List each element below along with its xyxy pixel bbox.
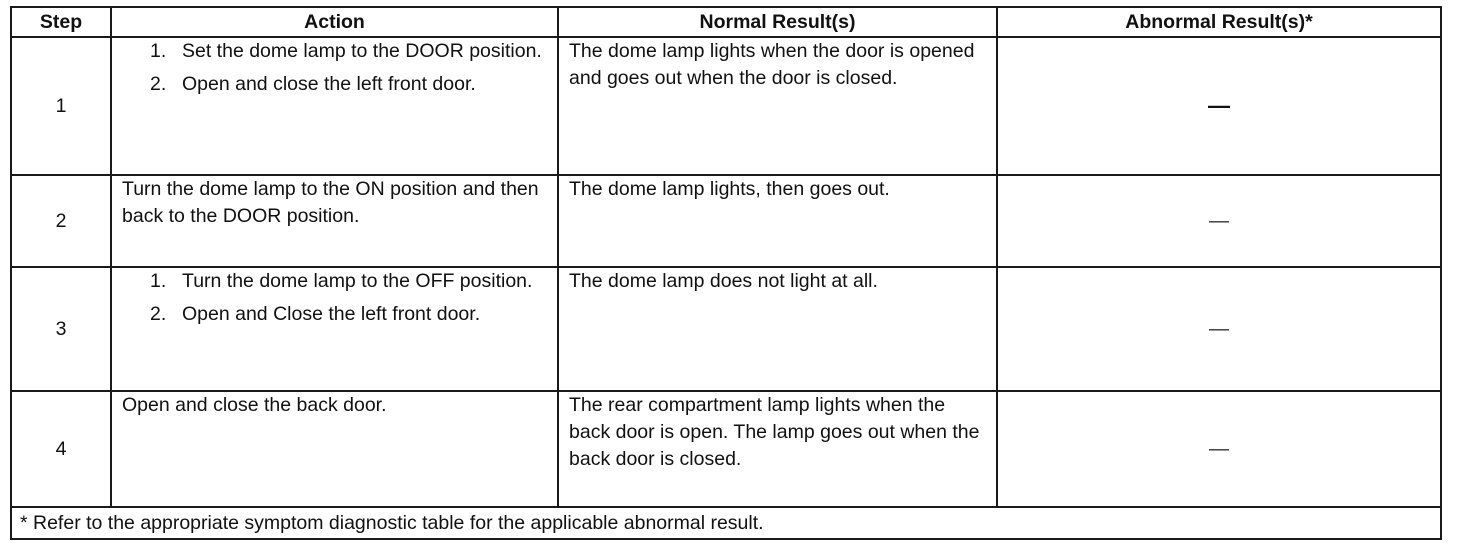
abnormal-result-cell [997,175,1441,267]
table-row [11,267,1441,391]
item-number: 1. [150,270,167,292]
footnote: * Refer to the appropriate symptom diagnostic table for the applicable abnormal result. [11,507,1441,539]
footnote-row [11,507,1441,539]
step-number: 2 [11,175,111,267]
header-normal-results: Normal Result(s) [558,7,997,37]
header-row [11,7,1441,37]
action-list-item [150,71,551,98]
step-number: 4 [11,391,111,507]
header-abnormal-results: Abnormal Result(s)* [997,7,1441,37]
normal-result-cell: The dome lamp lights, then goes out. [558,175,997,267]
item-number: 1. [150,40,167,62]
header-step: Step [11,7,111,37]
item-text: Turn the dome lamp to the OFF position. [182,270,533,292]
abnormal-result-cell [997,37,1441,175]
abnormal-dash: — [1208,92,1230,118]
item-number: 2. [150,303,167,325]
header-action: Action [111,7,558,37]
item-text: Open and close the left front door. [182,73,476,95]
action-cell: Open and close the back door. [111,391,558,507]
action-list-item [150,268,551,295]
step-number: 3 [11,267,111,391]
normal-result-cell: The rear compartment lamp lights when the back door is open. The lamp goes out when the back door is closed. [558,391,997,507]
action-list [122,38,551,98]
abnormal-dash: — [1209,437,1229,460]
action-cell [111,267,558,391]
action-cell [111,37,558,175]
normal-result-cell: The dome lamp does not light at all. [558,267,997,391]
normal-result-cell: The dome lamp lights when the door is opened and goes out when the door is closed. [558,37,997,175]
action-cell: Turn the dome lamp to the ON position and then back to the DOOR position. [111,175,558,267]
item-text: Open and Close the left front door. [182,303,481,325]
step-number: 1 [11,37,111,175]
abnormal-result-cell [997,267,1441,391]
action-list-item [150,301,551,328]
abnormal-dash: — [1209,317,1229,340]
diagnostic-table [10,6,1442,540]
action-list-item [150,38,551,65]
abnormal-result-cell [997,391,1441,507]
table-row [11,175,1441,267]
action-list [122,268,551,328]
item-number: 2. [150,73,167,95]
abnormal-dash: — [1209,209,1229,232]
table-row [11,391,1441,507]
table-row [11,37,1441,175]
item-text: Set the dome lamp to the DOOR position. [182,40,542,62]
